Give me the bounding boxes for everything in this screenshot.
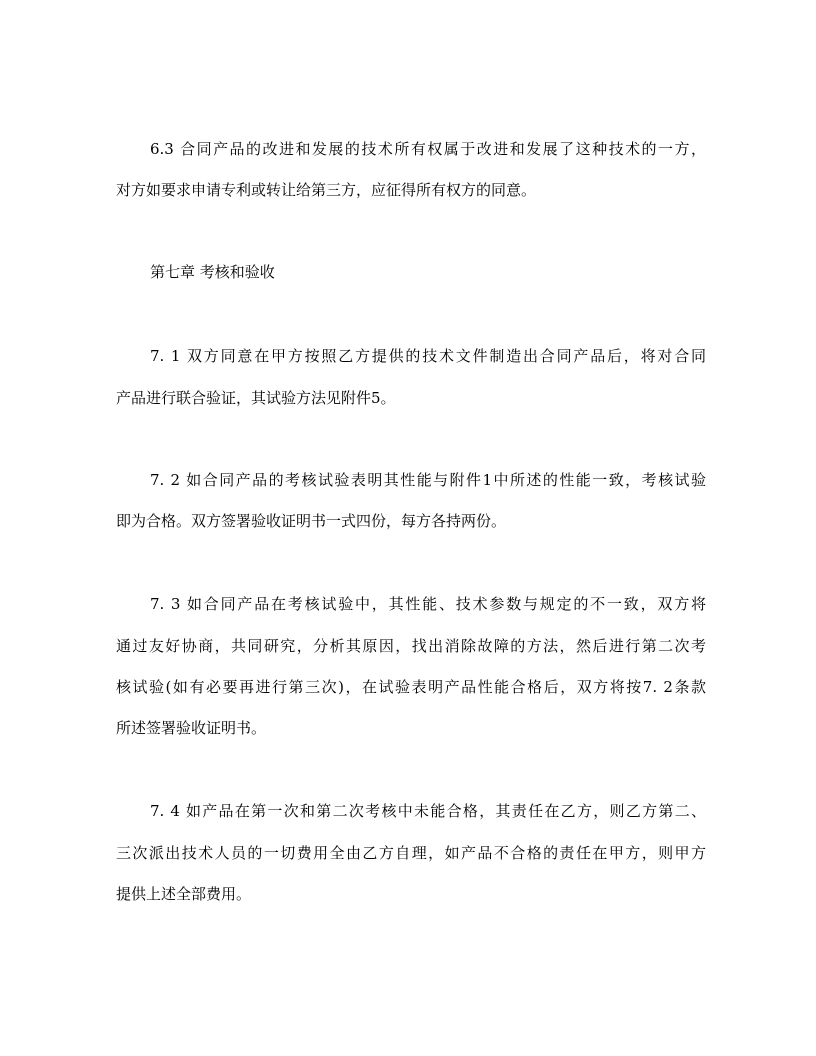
section-7-3-line-3: 核试验(如有必要再进行第三次)，在试验表明产品性能合格后，双方将按7. 2条款 [116,678,706,696]
chapter-7-heading: 第七章 考核和验收 [150,263,275,281]
section-7-1-line-1: 7. 1 双方同意在甲方按照乙方提供的技术文件制造出合同产品后，将对合同 [150,347,706,365]
section-7-2-line-2: 即为合格。双方签署验收证明书一式四份，每方各持两份。 [116,512,507,530]
section-6-3-line-1: 6.3 合同产品的改进和发展的技术所有权属于改进和发展了这种技术的一方， [150,140,706,158]
section-7-4-line-2: 三次派出技术人员的一切费用全由乙方自理，如产品不合格的责任在甲方，则甲方 [116,844,706,862]
section-7-4-line-3: 提供上述全部费用。 [116,885,252,903]
section-7-3-line-1: 7. 3 如合同产品在考核试验中，其性能、技术参数与规定的不一致，双方将 [150,595,706,613]
section-6-3-line-2: 对方如要求申请专利或转让给第三方，应征得所有权方的同意。 [116,181,537,199]
section-7-4-line-1: 7. 4 如产品在第一次和第二次考核中未能合格，其责任在乙方，则乙方第二、 [150,802,706,820]
section-7-3-line-4: 所述签署验收证明书。 [116,719,267,737]
section-7-1-line-2: 产品进行联合验证，其试验方法见附件5。 [116,389,396,407]
section-7-3-line-2: 通过友好协商，共同研究，分析其原因，找出消除故障的方法，然后进行第二次考 [116,637,706,655]
section-7-2-line-1: 7. 2 如合同产品的考核试验表明其性能与附件1中所述的性能一致，考核试验 [150,471,706,489]
